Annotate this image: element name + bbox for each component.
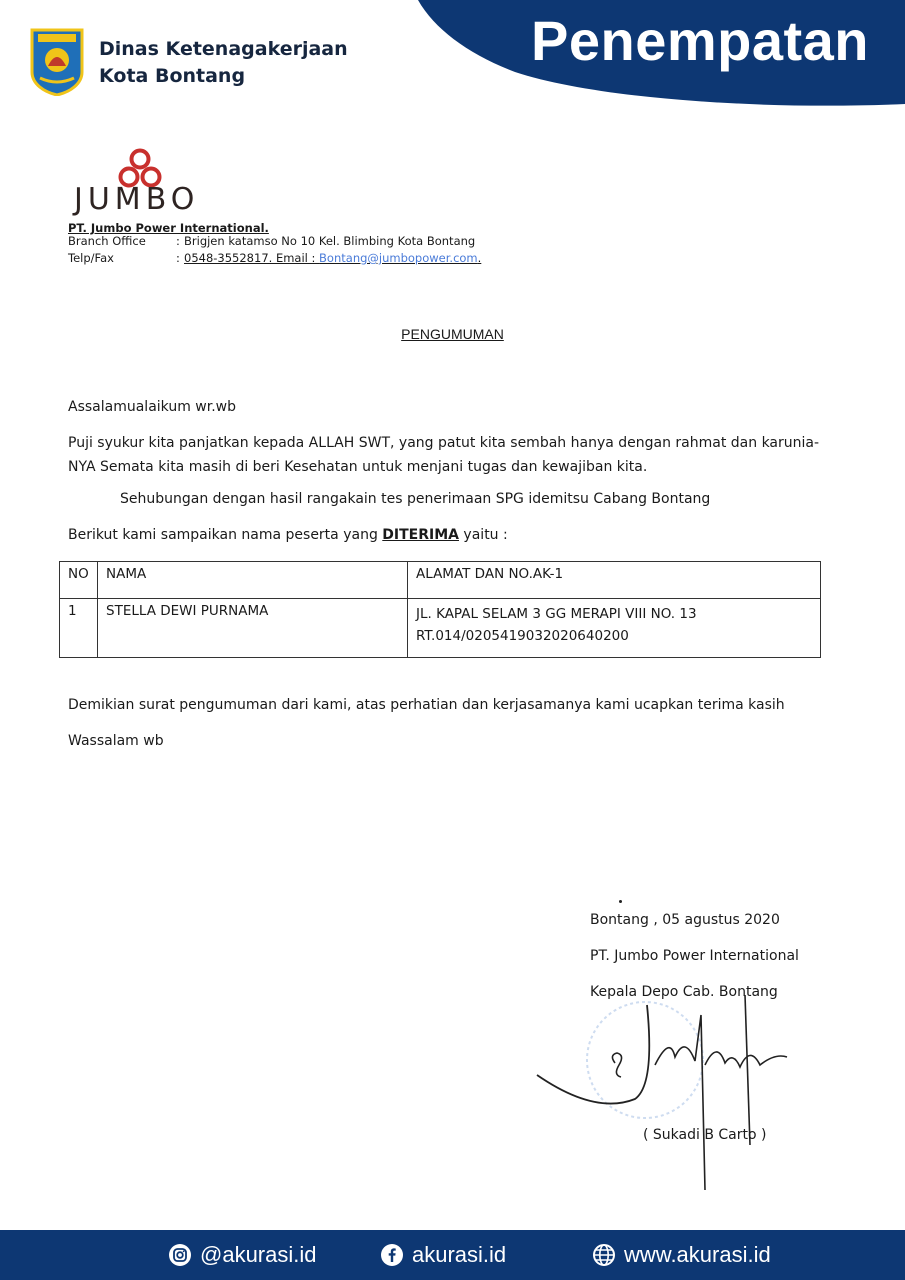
accepted-emphasis: DITERIMA	[382, 527, 459, 543]
website-link[interactable]	[592, 1241, 771, 1269]
signer-position: Kepala Depo Cab. Bontang	[590, 984, 778, 1000]
intro-prefix: Berikut kami sampaikan nama peserta yang	[68, 527, 383, 543]
agency-line-1: Dinas Ketenagakerjaan	[99, 38, 348, 60]
globe-icon	[592, 1243, 616, 1267]
telp-value: 0548-3552817. Email :	[184, 251, 320, 265]
context-paragraph: Sehubungan dengan hasil rangakain tes penerimaan SPG idemitsu Cabang Bontang	[120, 491, 711, 507]
logo-wordmark: JUMBO	[74, 182, 200, 217]
closing-paragraph: Demikian surat pengumuman dari kami, atas perhatian dan kerjasamanya kami ucapkan terima kasih	[68, 697, 785, 713]
email-trail: .	[477, 251, 482, 265]
letter-title-text: PENGUMUMAN	[401, 326, 504, 342]
row-address-line-1: JL. KAPAL SELAM 3 GG MERAPI VIII NO. 13	[416, 606, 697, 622]
telp-label: Telp/Fax	[68, 251, 114, 265]
email-link[interactable]: Bontang@jumbopower.com	[319, 251, 478, 265]
facebook-link[interactable]	[380, 1241, 506, 1269]
scan-speck	[619, 900, 622, 903]
agency-line-2: Kota Bontang	[99, 65, 246, 87]
letter-title	[0, 326, 905, 342]
branch-office-row	[68, 234, 475, 248]
company-name: PT. Jumbo Power International.	[68, 221, 269, 235]
website-url: www.akurasi.id	[624, 1242, 771, 1267]
row-name: STELLA DEWI PURNAMA	[98, 599, 408, 658]
banner-title: Penempatan	[531, 9, 869, 72]
footer-bar	[0, 1230, 905, 1280]
signer-name: ( Sukadi B Carto )	[643, 1127, 767, 1143]
row-no: 1	[60, 599, 98, 658]
telp-fax-row	[68, 251, 481, 265]
header-no: NO	[60, 562, 98, 599]
instagram-link[interactable]	[168, 1241, 317, 1269]
instagram-icon	[168, 1243, 192, 1267]
intro-suffix: yaitu :	[458, 527, 508, 543]
handwritten-signature	[535, 995, 805, 1195]
table-header-row	[60, 562, 821, 599]
branch-value: Brigjen katamso No 10 Kel. Blimbing Kota Bontang	[184, 234, 476, 248]
row-address	[408, 599, 821, 658]
opening-paragraph: Puji syukur kita panjatkan kepada ALLAH SWT, yang patut kita sembah hanya dengan rahmat dan karunia-NYA Semata kita masih di beri Kesehatan untuk menjani tugas dan kewajiban kita.	[68, 435, 820, 475]
row-address-line-2: RT.014/0205419032020640200	[416, 628, 629, 644]
facebook-icon	[380, 1243, 404, 1267]
instagram-handle: @akurasi.id	[200, 1242, 317, 1267]
kota-bontang-emblem-icon	[28, 26, 86, 96]
header-address: ALAMAT DAN NO.AK-1	[408, 562, 821, 599]
facebook-handle: akurasi.id	[412, 1242, 507, 1267]
header-name: NAMA	[98, 562, 408, 599]
greeting: Assalamualaikum wr.wb	[68, 399, 237, 415]
branch-label: Branch Office	[68, 234, 146, 248]
agency-name	[99, 36, 348, 90]
table-row	[60, 599, 821, 658]
telp-separator: :	[176, 251, 180, 265]
participants-table	[59, 561, 821, 658]
branch-separator: :	[176, 234, 180, 248]
signer-company: PT. Jumbo Power International	[590, 948, 799, 964]
intro-paragraph	[68, 527, 508, 543]
place-date: Bontang , 05 agustus 2020	[590, 912, 780, 928]
farewell: Wassalam wb	[68, 733, 164, 749]
